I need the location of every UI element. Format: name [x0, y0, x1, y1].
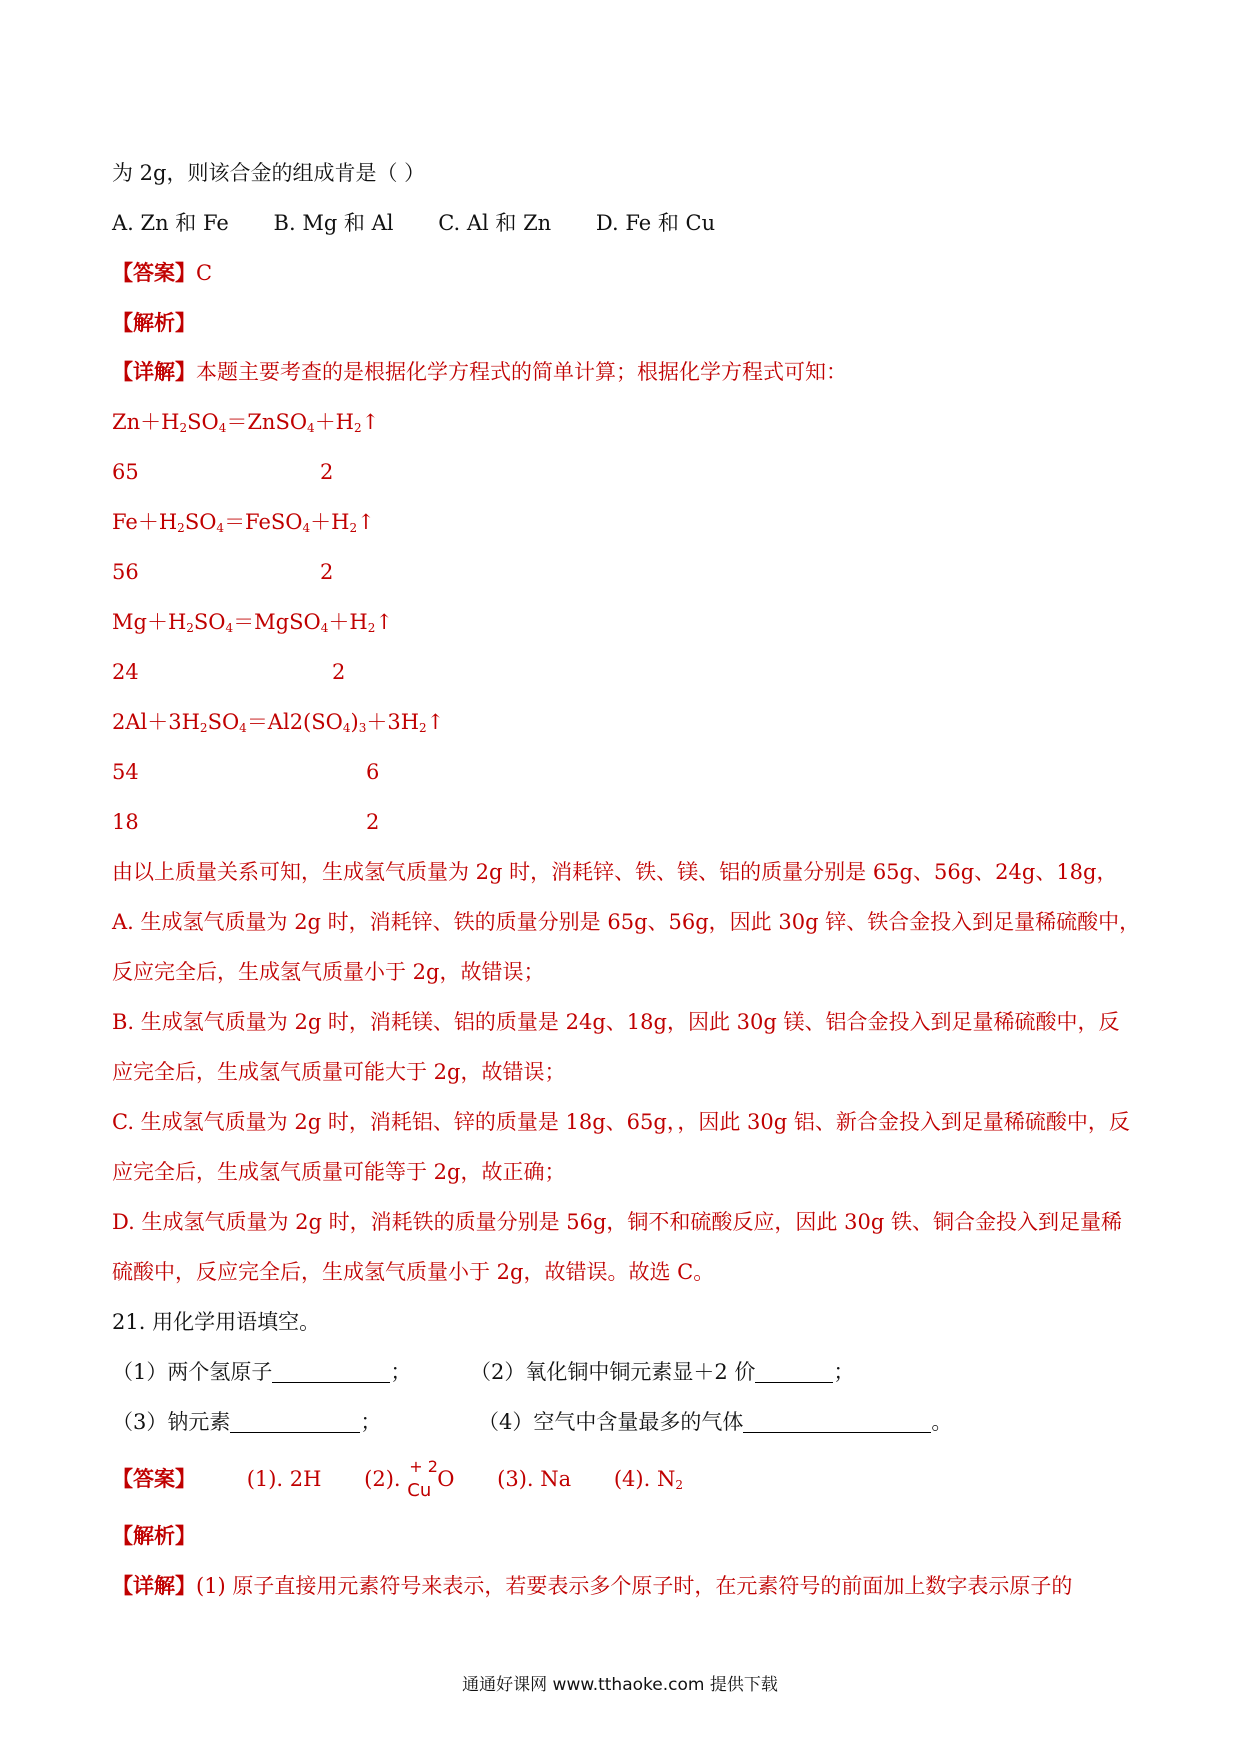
eq-sub: 4 — [307, 421, 315, 435]
answer-4 — [614, 1464, 683, 1500]
up-arrow: ↑ — [375, 610, 393, 634]
answer-1: (1). 2H — [246, 1467, 322, 1491]
explanation-line: 应完全后，生成氢气质量可能大于 2g，故错误； — [112, 1060, 566, 1084]
question-tail: 为 2g，则该合金的组成肯是（ ） — [112, 161, 426, 185]
answer-line — [112, 258, 212, 288]
eq-text: SO — [187, 410, 219, 434]
eq-text: ＝Al2(SO — [246, 710, 343, 734]
explanation-line: C. 生成氢气质量为 2g 时，消耗铝、锌的质量是 18g、65g，，因此 30g 铝、新合金投入到足量稀硫酸中，反 — [112, 1110, 1130, 1134]
option-a: A. Zn 和 Fe — [112, 211, 229, 235]
eq-text: 2Al＋3H — [112, 710, 200, 734]
mass-row-fe — [112, 557, 334, 587]
answer-2-prefix: (2). — [364, 1467, 401, 1491]
detail-label: 【详解】 — [112, 1573, 196, 1598]
mass-right: 6 — [366, 760, 380, 784]
element-symbol: Cu — [407, 1479, 432, 1501]
mass-left: 24 — [112, 660, 139, 684]
eq-sub: 2 — [349, 521, 358, 535]
eq-sub: 4 — [225, 621, 234, 635]
eq-text: SO — [207, 710, 240, 734]
equation-fe — [112, 507, 375, 543]
option-d: D. Fe 和 Cu — [595, 211, 716, 235]
detail-text: 本题主要考查的是根据化学方程式的简单计算；根据化学方程式可知： — [196, 360, 847, 384]
explanation-line: 由以上质量关系可知，生成氢气质量为 2g 时，消耗锌、铁、镁、铝的质量分别是 65g、56g、24g、18g， — [112, 860, 1118, 884]
page-footer: 通通好课网 www.tthaoke.com 提供下载 — [462, 1675, 778, 1695]
eq-sub: 4 — [239, 721, 247, 735]
punct: ； — [390, 1360, 412, 1384]
answer-2 — [364, 1456, 455, 1501]
eq-text: ＝FeSO — [224, 510, 303, 534]
answer-blank[interactable] — [755, 1360, 833, 1383]
eq-sub: 4 — [302, 521, 311, 535]
eq-text: ＋3H — [366, 710, 420, 734]
answer-2-suffix: O — [437, 1467, 455, 1491]
answer-label: 【答案】 — [112, 260, 196, 285]
up-arrow: ↑ — [361, 410, 380, 434]
q21-row-2b — [478, 1407, 952, 1437]
eq-sub: 2 — [186, 621, 194, 635]
punct: ； — [833, 1360, 855, 1384]
eq-text: SO — [184, 510, 217, 534]
mass-left: 56 — [112, 560, 139, 584]
eq-sub: 2 — [199, 721, 208, 735]
q21-analysis-label: 【解析】 — [112, 1523, 196, 1548]
punct: 。 — [931, 1410, 953, 1434]
eq-sub: 4 — [320, 621, 329, 635]
option-b: B. Mg 和 Al — [273, 211, 394, 235]
q21-row-1b — [470, 1357, 854, 1387]
valence-notation — [407, 1456, 438, 1501]
mass-left: 54 — [112, 760, 139, 784]
eq-text: SO — [193, 610, 226, 634]
mass-row-al-2 — [112, 807, 380, 837]
punct: ； — [360, 1410, 382, 1434]
eq-sub: 2 — [354, 421, 362, 435]
eq-text: Zn＋H — [112, 410, 180, 434]
eq-sub: 4 — [218, 421, 227, 435]
q21-row-1 — [112, 1357, 411, 1387]
explanation-line: 应完全后，生成氢气质量可能等于 2g，故正确； — [112, 1160, 566, 1184]
detail-text: (1) 原子直接用元素符号来表示，若要表示多个原子时，在元素符号的前面加上数字表示原子的 — [196, 1574, 1073, 1598]
mass-right: 2 — [320, 460, 334, 484]
mass-row-mg — [112, 657, 346, 687]
eq-sub: 4 — [342, 721, 351, 735]
up-arrow: ↑ — [426, 710, 445, 734]
q21-answer-line — [112, 1456, 719, 1501]
up-arrow: ↑ — [357, 510, 375, 534]
valence-value: + 2 — [409, 1456, 438, 1476]
eq-text: Fe＋H — [112, 510, 178, 534]
mass-left: 18 — [112, 810, 139, 834]
equation-al — [112, 707, 444, 743]
q21-part-2: （2）氧化铜中铜元素显＋2 价 — [470, 1360, 756, 1384]
equation-mg — [112, 607, 393, 643]
analysis-label: 【解析】 — [112, 310, 196, 335]
answer-3: (3). Na — [497, 1467, 572, 1491]
mass-row-zn — [112, 457, 334, 487]
answer-blank[interactable] — [743, 1410, 931, 1433]
eq-text: ) — [350, 710, 359, 734]
eq-sub: 4 — [216, 521, 225, 535]
answer-blank[interactable] — [230, 1410, 360, 1433]
explanation-line: D. 生成氢气质量为 2g 时，消耗铁的质量分别是 56g，铜不和硫酸反应，因此 30g 铁、铜合金投入到足量稀 — [112, 1210, 1122, 1234]
eq-text: ＋H — [310, 510, 350, 534]
question-21-title: 21. 用化学用语填空。 — [112, 1310, 321, 1334]
answer-4-text: (4). N — [613, 1467, 676, 1491]
mass-row-al-1 — [112, 757, 380, 787]
eq-sub: 2 — [177, 521, 185, 535]
eq-sub: 2 — [367, 621, 376, 635]
eq-sub: 2 — [419, 721, 427, 735]
answer-label: 【答案】 — [112, 1466, 196, 1491]
eq-text: Mg＋H — [112, 610, 187, 634]
mass-right: 2 — [332, 660, 346, 684]
eq-text: ＋H — [314, 410, 355, 434]
options-row — [112, 208, 753, 238]
eq-sub: 3 — [358, 721, 367, 735]
explanation-line: 反应完全后，生成氢气质量小于 2g，故错误； — [112, 960, 545, 984]
mass-right: 2 — [320, 560, 334, 584]
explanation-line: 硫酸中，反应完全后，生成氢气质量小于 2g，故错误。故选 C。 — [112, 1260, 715, 1284]
explanation-line: B. 生成氢气质量为 2g 时，消耗镁、铝的质量是 24g、18g，因此 30g 镁、铝合金投入到足量稀硫酸中，反 — [112, 1010, 1120, 1034]
detail-line — [112, 357, 847, 387]
q21-row-2 — [112, 1407, 381, 1437]
eq-text: ＋H — [328, 610, 368, 634]
eq-text: ＝ZnSO — [226, 410, 308, 434]
explanation-line: A. 生成氢气质量为 2g 时，消耗锌、铁的质量分别是 65g、56g，因此 30g 锌、铁合金投入到足量稀硫酸中， — [112, 910, 1141, 934]
q21-part-3: （3）钠元素 — [112, 1410, 231, 1434]
eq-sub: 2 — [179, 421, 188, 435]
q21-part-4: （4）空气中含量最多的气体 — [478, 1410, 744, 1434]
equation-zn — [112, 407, 379, 443]
answer-blank[interactable] — [272, 1360, 390, 1383]
mass-right: 2 — [366, 810, 380, 834]
q21-part-1: （1）两个氢原子 — [112, 1360, 273, 1384]
q21-detail-line — [112, 1571, 1072, 1601]
answer-4-sub: 2 — [675, 1478, 683, 1492]
eq-text: ＝MgSO — [233, 610, 321, 634]
mass-left: 65 — [112, 460, 139, 484]
answer-value: C — [196, 261, 213, 285]
detail-label: 【详解】 — [112, 359, 196, 384]
option-c: C. Al 和 Zn — [438, 211, 552, 235]
